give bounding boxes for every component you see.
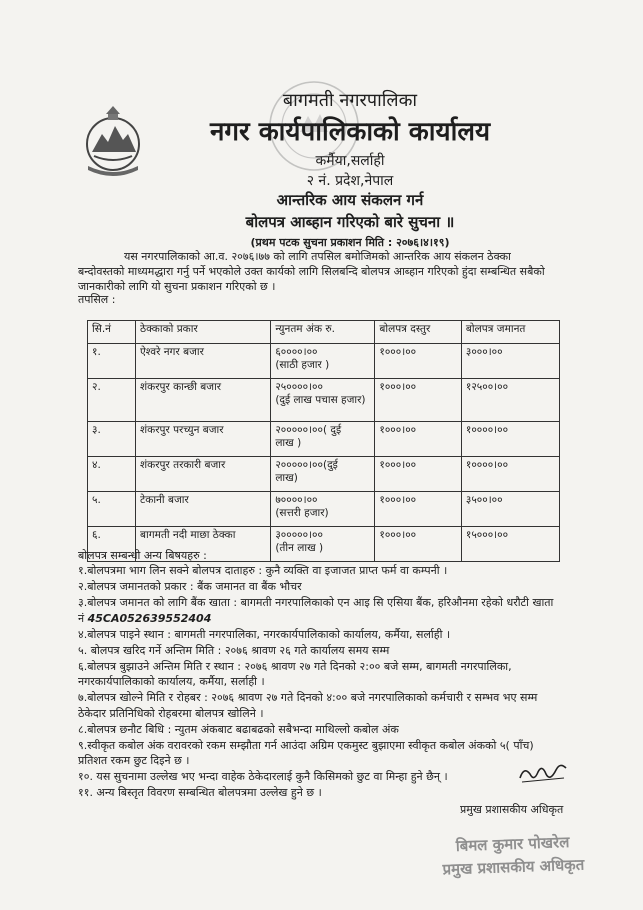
cell-fee: १०००।०० [375, 422, 461, 457]
term-item: ६.बोलपत्र बुझाउने अन्तिम मिति र स्थान : २०७६ श्रावण २७ गते दिनको २:०० बजे सम्म, बागमती नगरपालिका, नगरकार्यपालिकाको कार्यालय, कर्मैया, सर्लाही । [78, 659, 512, 688]
cell-sn: २. [88, 379, 136, 422]
cell-type: शंकरपुर तरकारी बजार [135, 457, 270, 492]
cell-min [271, 344, 375, 379]
column-header: बोलपत्र जमानत [461, 321, 559, 344]
intro-paragraph: यस नगरपालिकाको आ.व. २०७६।७७ को लागि तपसिल बमोजिमको आन्तरिक आय संकलन ठेक्का बन्दोवस्तको माध्यमद्धारा गर्नु पर्ने भएकोले उक्त कार्यको लागि सिलबन्दि बोलपत्र आब्हान गरिएको हुंदा सम्बन्धित सबैको जानकारीको लागि यो सुचना प्रकाशन गरिएको छ । [78, 250, 545, 293]
subject-line-1: आन्तरिक आय संकलन गर्न [276, 191, 424, 209]
table-row [88, 379, 560, 422]
subject-line-2: बोलपत्र आब्हान गरिएको बारे सुचना ॥ [245, 213, 455, 231]
table-header-row [88, 321, 560, 344]
term-text: ३.बोलपत्र जमानत को लागि बैंक खाता : बागमती नगरपालिकाको एन आइ सि एसिया बैंक, हरिऔनमा रहेको धरौटी खाता नं [78, 596, 554, 625]
account-number: 45CA052639552404 [87, 611, 212, 625]
cell-type: शंकरपुर परच्युन बजार [135, 422, 270, 457]
signer-title: प्रमुख प्रशासकीय अधिकृत [460, 803, 564, 816]
min-amount-words: लाख ) [275, 437, 302, 449]
cell-deposit: ३०००।०० [461, 344, 559, 379]
term-item: १.बोलपत्रमा भाग लिन सक्ने बोलपत्र दाताहरु : कुनै व्यक्ति वा इजाजत प्राप्त फर्म वा कम्पनी । [78, 564, 448, 577]
term-item: ४.बोलपत्र पाइने स्थान : बागमती नगरपालिका, नगरकार्यपालिकाको कार्यालय, कर्मैया, सर्लाही । [78, 627, 451, 641]
nepal-emblem-icon [82, 104, 144, 178]
cell-type: बागमती नदी माछा ठेक्का [135, 527, 270, 562]
cell-deposit: १५०००।०० [461, 527, 559, 562]
min-amount: २०००००।००( दुई [275, 424, 342, 436]
municipality-name: बागमती नगरपालिका [282, 90, 418, 111]
term-item [78, 595, 560, 626]
cell-sn: ४. [88, 457, 136, 492]
terms-title: बोलपत्र सम्बन्धी अन्य बिषयहरु : [78, 549, 207, 562]
min-amount-words: (सत्तरी हजार) [275, 507, 329, 519]
cell-sn: ५. [88, 492, 136, 527]
cell-fee: १०००।०० [375, 457, 461, 492]
cell-fee: १०००।०० [375, 492, 461, 527]
terms-list [78, 563, 560, 801]
cell-fee: १०००।०० [375, 379, 461, 422]
cell-fee: १०००।०० [375, 344, 461, 379]
cell-deposit: १२५००।०० [461, 379, 559, 422]
column-header: ठेक्काको प्रकार [135, 321, 270, 344]
cell-deposit: १००००।०० [461, 457, 559, 492]
term-item: ७.बोलपत्र खोल्ने मिति र रोहबर : २०७६ श्रावण २७ गते दिनको ४:०० बजे नगरपालिकाको कर्मचारी र सम्भव भए सम्म ठेकेदार प्रतिनिधिको रोहबरमा बोलपत्र खोलिने । [78, 691, 538, 720]
min-amount: ३०००००।०० [275, 529, 323, 541]
tapsil-label: तपसिल : [78, 293, 116, 306]
column-header: न्युनतम अंक रु. [271, 321, 375, 344]
cell-sn: १. [88, 344, 136, 379]
column-header: सि.नं [88, 321, 136, 344]
stamp-title: प्रमुख प्रशासकीय अधिकृत [442, 855, 585, 879]
cell-deposit: ३५००।०० [461, 492, 559, 527]
publish-date: (प्रथम पटक सुचना प्रकाशन मिति : २०७६।४।१९) [250, 236, 450, 249]
cell-sn: ६. [88, 527, 136, 562]
cell-min [271, 379, 375, 422]
term-item: ११. अन्य बिस्तृत विवरण सम्बन्धित बोलपत्रमा उल्लेख हुने छ । [78, 786, 322, 799]
officer-stamp [417, 830, 608, 883]
min-amount-words: (दुई लाख पचास हजार) [275, 394, 366, 406]
cell-min [271, 422, 375, 457]
column-header: बोलपत्र दस्तुर [375, 321, 461, 344]
term-item: ५. बोलपत्र खरिद गर्ने अन्तिम मिति : २०७६ श्रावण २६ गते कार्यालय समय सम्म [78, 643, 390, 657]
min-amount: २०००००।००(दुई [275, 459, 338, 471]
term-item: १०. यस सुचनामा उल्लेख भए भन्दा वाहेक ठेकेदारलाई कुनै किसिमको छुट वा मिन्हा हुने छैन् । [78, 770, 448, 783]
min-amount: २५००००।०० [275, 381, 323, 393]
signature-icon [516, 760, 572, 786]
min-amount-words: लाख) [275, 472, 298, 484]
cell-deposit: १००००।०० [461, 422, 559, 457]
stamp-name: बिमल कुमार पोखरेल [455, 833, 570, 855]
cell-min [271, 457, 375, 492]
term-item: ९.स्वीकृत कबोल अंक वरावरको रकम सम्झौता गर्न आउंदा अग्रिम एकमुस्ट बुझाएमा स्वीकृत कबोल अंकको ५( पाँच) प्रतिशत रकम छुट दिइने छ । [78, 738, 534, 767]
cell-type: टेकानी बजार [135, 492, 270, 527]
cell-sn: ३. [88, 422, 136, 457]
table-row [88, 457, 560, 492]
min-amount-words: (तीन लाख ) [275, 542, 324, 554]
cell-fee: १०००।०० [375, 527, 461, 562]
table-row [88, 422, 560, 457]
min-amount-words: (साठी हजार ) [275, 359, 330, 371]
min-amount: ६००००।०० [275, 346, 318, 358]
office-location: कर्मैया,सर्लाही [315, 153, 385, 169]
cell-min [271, 492, 375, 527]
cell-type: शंकरपुर कान्छी बजार [135, 379, 270, 422]
min-amount: ७००००।०० [275, 494, 318, 506]
office-title: नगर कार्यपालिकाको कार्यालय [209, 117, 491, 147]
contract-table [87, 320, 560, 562]
office-province: २ नं. प्रदेश,नेपाल [306, 173, 394, 189]
table-row [88, 344, 560, 379]
term-item: ८.बोलपत्र छनौट बिधि : न्युतम अंकबाट बढाबढको सबैभन्दा माथिल्लो कबोल अंक [78, 722, 399, 736]
table-row [88, 492, 560, 527]
cell-min [271, 527, 375, 562]
cell-type: ऐश्वरे नगर बजार [135, 344, 270, 379]
term-item: २.बोलपत्र जमानतको प्रकार : बैंक जमानत वा बैंक भौचर [78, 580, 302, 593]
